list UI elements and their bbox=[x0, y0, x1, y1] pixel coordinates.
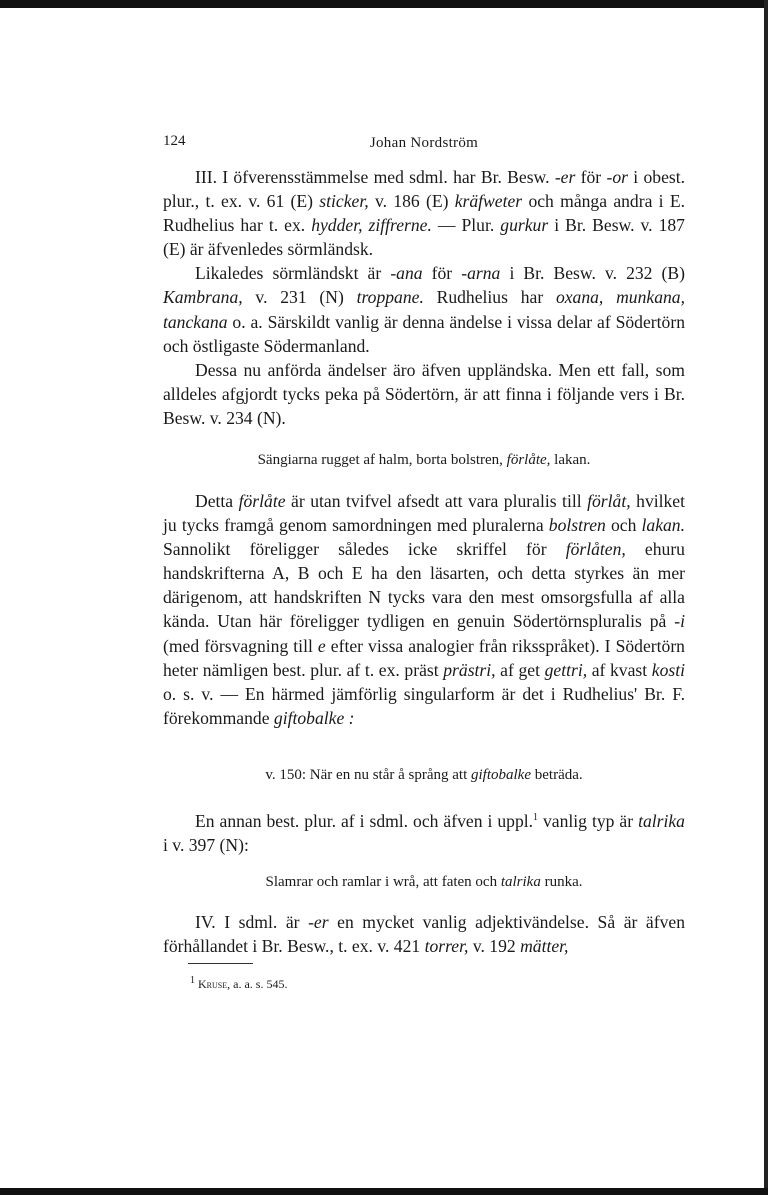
footnote: $^1$ Kruse, a. a. s. 545. bbox=[190, 975, 288, 991]
verse-quote: v. 150: När en nu står å språng att giftobalke beträda. bbox=[265, 767, 583, 783]
scan-border-top bbox=[0, 0, 768, 8]
paragraph: Detta förlåte är utan tvifvel afsedt att vara pluralis till förlåt, hvilket ju tycks framgå genom samordningen med pluralerna bolstren och lakan. Sannolikt föreligger således icke skriffel för förlåten, ehuru handskrifterna A, B och E ha den läsarten, och detta styrkes än mer därigenom, att handskriften N tycks vara den mest omsorgsfulla af alla kända. Utan här föreligger tydligen en genuin Södertörnspluralis på -i (med försvagning till e efter vissa analogier från riksspråket). I Södertörn heter nämligen best. plur. af t. ex. präst prästri, af get gettri, af kvast kosti o. s. v. — En härmed jämförlig singularform är det i Rudhelius' Br. F. förekommande giftobalke : bbox=[163, 491, 686, 728]
paragraph: Dessa nu anförda ändelser äro äfven uppländska. Men ett fall, som alldeles afgjordt tycks peka på Södertörn, är att finna i följande vers i Br. Besw. v. 234 (N). bbox=[163, 359, 685, 428]
verse-quote: Slamrar och ramlar i wrå, att faten och talrika runka. bbox=[265, 874, 583, 890]
footnote-marker: 1 bbox=[533, 812, 539, 823]
paragraph: III. I öfverensstämmelse med sdml. har Br. Besw. -er för -or i obest. plur., t. ex. v. 61 (E) sticker, v. 186 (E) kräfweter och många andra i E. Rudhelius har t. ex. hydder, ziffrerne. — Plur. gurkur i Br. Besw. v. 187 (E) är äfvenledes sörmländsk. bbox=[163, 167, 686, 260]
paragraph: En annan best. plur. af i sdml. och äfven i uppl.$^1$ vanlig typ är talrika i v. 397 (N): bbox=[163, 810, 685, 855]
page-number: 124 bbox=[163, 133, 186, 149]
running-head: Johan Nordström bbox=[369, 135, 479, 151]
section-four bbox=[163, 910, 685, 958]
paragraph: IV. I sdml. är -er en mycket vanlig adjektivändelse. Så är äfven förhållandet i Br. Besw., t. ex. v. 421 torrer, v. 192 mätter, bbox=[163, 912, 685, 957]
scan-border-right bbox=[764, 0, 768, 1195]
footnote-divider bbox=[188, 963, 253, 964]
verse-quote: Sängiarna rugget af halm, borta bolstren, förlåte, lakan. bbox=[257, 452, 591, 468]
paragraph: Likaledes sörmländskt är -ana för -arna i Br. Besw. v. 232 (B) Kambrana, v. 231 (N) troppane. Rudhelius har oxana, munkana, tanckana o. a. Särskildt vanlig är denna ändelse i vissa delar af Södertörn och östligaste Södermanland. bbox=[163, 263, 685, 356]
paragraph-block bbox=[163, 489, 685, 730]
paragraph-block bbox=[163, 806, 685, 857]
section-three bbox=[163, 165, 685, 430]
scan-border-bottom bbox=[0, 1188, 768, 1195]
page-header bbox=[163, 133, 685, 155]
